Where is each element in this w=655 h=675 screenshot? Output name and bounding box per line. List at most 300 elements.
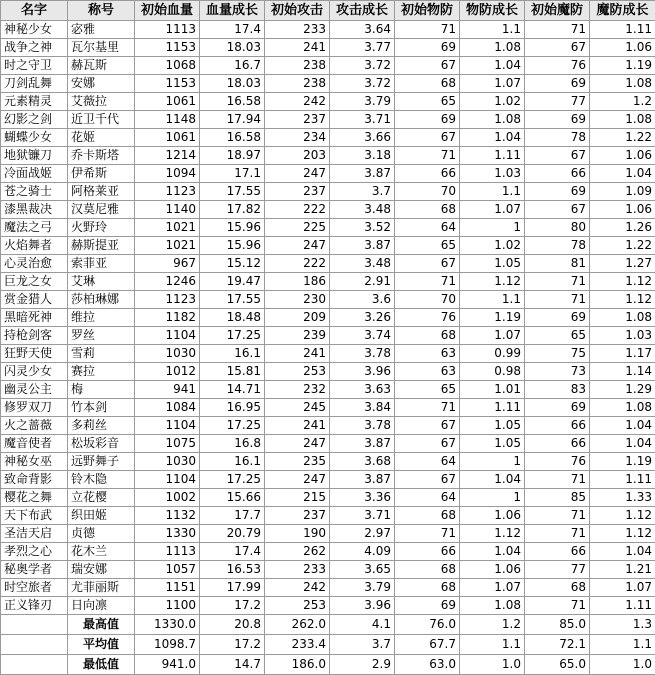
stat-cell[interactable]: 85 bbox=[525, 489, 590, 507]
stat-cell[interactable]: 1153 bbox=[135, 75, 200, 93]
stat-cell[interactable]: 77 bbox=[525, 561, 590, 579]
title-cell[interactable]: 持枪剑客 bbox=[1, 327, 68, 345]
stat-cell[interactable]: 1.29 bbox=[590, 381, 655, 399]
stat-cell[interactable]: 1.02 bbox=[460, 237, 525, 255]
stat-cell[interactable]: 242 bbox=[265, 579, 330, 597]
table-row[interactable] bbox=[1, 237, 655, 255]
stat-cell[interactable]: 1.06 bbox=[460, 507, 525, 525]
hero-name-cell[interactable]: 竹本剑 bbox=[68, 399, 135, 417]
stat-cell[interactable]: 1246 bbox=[135, 273, 200, 291]
stat-cell[interactable]: 17.25 bbox=[200, 327, 265, 345]
table-row[interactable] bbox=[1, 327, 655, 345]
stat-cell[interactable]: 68 bbox=[395, 327, 460, 345]
stat-cell[interactable]: 67 bbox=[395, 417, 460, 435]
summary-value[interactable]: 233.4 bbox=[265, 635, 330, 655]
stat-cell[interactable]: 67 bbox=[525, 147, 590, 165]
stat-cell[interactable]: 71 bbox=[395, 21, 460, 39]
hero-name-cell[interactable]: 尤菲丽斯 bbox=[68, 579, 135, 597]
stat-cell[interactable]: 17.4 bbox=[200, 543, 265, 561]
stat-cell[interactable]: 67 bbox=[395, 255, 460, 273]
summary-value[interactable]: 1.1 bbox=[460, 635, 525, 655]
stat-cell[interactable]: 1.04 bbox=[460, 57, 525, 75]
summary-value[interactable]: 1330.0 bbox=[135, 615, 200, 635]
stat-cell[interactable]: 1100 bbox=[135, 597, 200, 615]
stat-cell[interactable]: 17.7 bbox=[200, 507, 265, 525]
table-row[interactable] bbox=[1, 39, 655, 57]
stat-cell[interactable]: 66 bbox=[525, 165, 590, 183]
hero-name-cell[interactable]: 莎柏琳娜 bbox=[68, 291, 135, 309]
stat-cell[interactable]: 967 bbox=[135, 255, 200, 273]
stat-cell[interactable]: 1104 bbox=[135, 417, 200, 435]
empty-cell[interactable] bbox=[1, 615, 68, 635]
hero-name-cell[interactable]: 花姬 bbox=[68, 129, 135, 147]
summary-value[interactable]: 1.3 bbox=[590, 615, 655, 635]
stat-cell[interactable]: 69 bbox=[525, 399, 590, 417]
title-cell[interactable]: 蝴蝶少女 bbox=[1, 129, 68, 147]
stat-cell[interactable]: 1330 bbox=[135, 525, 200, 543]
stat-cell[interactable]: 68 bbox=[395, 561, 460, 579]
title-cell[interactable]: 孝烈之心 bbox=[1, 543, 68, 561]
stat-cell[interactable]: 1.12 bbox=[590, 525, 655, 543]
stat-cell[interactable]: 253 bbox=[265, 597, 330, 615]
summary-row[interactable] bbox=[1, 635, 655, 655]
hero-name-cell[interactable]: 赫斯提亚 bbox=[68, 237, 135, 255]
stat-cell[interactable]: 71 bbox=[525, 597, 590, 615]
title-cell[interactable]: 致命背影 bbox=[1, 471, 68, 489]
stat-cell[interactable]: 209 bbox=[265, 309, 330, 327]
stat-cell[interactable]: 1075 bbox=[135, 435, 200, 453]
stat-cell[interactable]: 71 bbox=[525, 525, 590, 543]
stat-cell[interactable]: 1.11 bbox=[460, 399, 525, 417]
stat-cell[interactable]: 1.08 bbox=[590, 309, 655, 327]
stat-cell[interactable]: 1084 bbox=[135, 399, 200, 417]
stat-cell[interactable]: 15.96 bbox=[200, 219, 265, 237]
stat-cell[interactable]: 1.12 bbox=[590, 507, 655, 525]
stat-cell[interactable]: 16.7 bbox=[200, 57, 265, 75]
stat-cell[interactable]: 241 bbox=[265, 345, 330, 363]
title-cell[interactable]: 狂野天使 bbox=[1, 345, 68, 363]
stat-cell[interactable]: 1.01 bbox=[460, 381, 525, 399]
column-header[interactable]: 初始魔防 bbox=[525, 1, 590, 21]
table-row[interactable] bbox=[1, 291, 655, 309]
stat-cell[interactable]: 1.08 bbox=[460, 111, 525, 129]
summary-value[interactable]: 67.7 bbox=[395, 635, 460, 655]
hero-name-cell[interactable]: 瓦尔基里 bbox=[68, 39, 135, 57]
stat-cell[interactable]: 15.66 bbox=[200, 489, 265, 507]
stat-cell[interactable]: 65 bbox=[395, 381, 460, 399]
stat-cell[interactable]: 17.82 bbox=[200, 201, 265, 219]
empty-cell[interactable] bbox=[1, 635, 68, 655]
summary-label[interactable]: 最高值 bbox=[68, 615, 135, 635]
table-row[interactable] bbox=[1, 75, 655, 93]
stat-cell[interactable]: 71 bbox=[525, 471, 590, 489]
hero-name-cell[interactable]: 赛拉 bbox=[68, 363, 135, 381]
summary-label[interactable]: 平均值 bbox=[68, 635, 135, 655]
stat-cell[interactable]: 69 bbox=[395, 39, 460, 57]
table-row[interactable] bbox=[1, 579, 655, 597]
hero-name-cell[interactable]: 艾琳 bbox=[68, 273, 135, 291]
stat-cell[interactable]: 15.12 bbox=[200, 255, 265, 273]
stat-cell[interactable]: 232 bbox=[265, 381, 330, 399]
stat-cell[interactable]: 241 bbox=[265, 39, 330, 57]
stat-cell[interactable]: 1113 bbox=[135, 543, 200, 561]
summary-row[interactable] bbox=[1, 615, 655, 635]
stat-cell[interactable]: 83 bbox=[525, 381, 590, 399]
stat-cell[interactable]: 1.04 bbox=[590, 543, 655, 561]
hero-name-cell[interactable]: 雪莉 bbox=[68, 345, 135, 363]
stat-cell[interactable]: 1.07 bbox=[460, 327, 525, 345]
stat-cell[interactable]: 242 bbox=[265, 93, 330, 111]
stat-cell[interactable]: 237 bbox=[265, 507, 330, 525]
column-header[interactable]: 物防成长 bbox=[460, 1, 525, 21]
stat-cell[interactable]: 63 bbox=[395, 345, 460, 363]
stat-cell[interactable]: 1104 bbox=[135, 471, 200, 489]
title-cell[interactable]: 赏金猎人 bbox=[1, 291, 68, 309]
stat-cell[interactable]: 3.84 bbox=[330, 399, 395, 417]
stat-cell[interactable]: 237 bbox=[265, 183, 330, 201]
summary-value[interactable]: 20.8 bbox=[200, 615, 265, 635]
stat-cell[interactable]: 1182 bbox=[135, 309, 200, 327]
stat-cell[interactable]: 238 bbox=[265, 57, 330, 75]
stat-cell[interactable]: 73 bbox=[525, 363, 590, 381]
title-cell[interactable]: 火之蔷薇 bbox=[1, 417, 68, 435]
hero-name-cell[interactable]: 瑞安娜 bbox=[68, 561, 135, 579]
stat-cell[interactable]: 75 bbox=[525, 345, 590, 363]
stat-cell[interactable]: 15.96 bbox=[200, 237, 265, 255]
table-row[interactable] bbox=[1, 93, 655, 111]
stat-cell[interactable]: 66 bbox=[525, 417, 590, 435]
stat-cell[interactable]: 65 bbox=[525, 327, 590, 345]
stat-cell[interactable]: 1.04 bbox=[460, 543, 525, 561]
hero-name-cell[interactable]: 艾薇拉 bbox=[68, 93, 135, 111]
stat-cell[interactable]: 3.78 bbox=[330, 417, 395, 435]
stat-cell[interactable]: 4.09 bbox=[330, 543, 395, 561]
column-header[interactable]: 初始攻击 bbox=[265, 1, 330, 21]
stat-cell[interactable]: 1.17 bbox=[590, 345, 655, 363]
stat-cell[interactable]: 1.19 bbox=[590, 57, 655, 75]
table-row[interactable] bbox=[1, 543, 655, 561]
stat-cell[interactable]: 1.04 bbox=[590, 417, 655, 435]
stat-cell[interactable]: 1012 bbox=[135, 363, 200, 381]
stat-cell[interactable]: 1.12 bbox=[590, 273, 655, 291]
summary-value[interactable]: 1.2 bbox=[460, 615, 525, 635]
stat-cell[interactable]: 65 bbox=[395, 93, 460, 111]
stat-cell[interactable]: 1151 bbox=[135, 579, 200, 597]
stat-cell[interactable]: 17.55 bbox=[200, 183, 265, 201]
title-cell[interactable]: 幻影之剑 bbox=[1, 111, 68, 129]
stat-cell[interactable]: 71 bbox=[395, 273, 460, 291]
stat-cell[interactable]: 71 bbox=[395, 147, 460, 165]
table-row[interactable] bbox=[1, 399, 655, 417]
hero-name-cell[interactable]: 火野玲 bbox=[68, 219, 135, 237]
hero-name-cell[interactable]: 伊希斯 bbox=[68, 165, 135, 183]
stat-cell[interactable]: 80 bbox=[525, 219, 590, 237]
stat-cell[interactable]: 66 bbox=[525, 543, 590, 561]
stat-cell[interactable]: 3.74 bbox=[330, 327, 395, 345]
stat-cell[interactable]: 1.27 bbox=[590, 255, 655, 273]
stat-cell[interactable]: 1.33 bbox=[590, 489, 655, 507]
stat-cell[interactable]: 247 bbox=[265, 471, 330, 489]
stat-cell[interactable]: 71 bbox=[525, 21, 590, 39]
stat-cell[interactable]: 17.94 bbox=[200, 111, 265, 129]
stat-cell[interactable]: 1.07 bbox=[460, 75, 525, 93]
title-cell[interactable]: 时之守卫 bbox=[1, 57, 68, 75]
table-row[interactable] bbox=[1, 111, 655, 129]
stat-cell[interactable]: 70 bbox=[395, 291, 460, 309]
stat-cell[interactable]: 1.22 bbox=[590, 129, 655, 147]
stat-cell[interactable]: 3.79 bbox=[330, 93, 395, 111]
summary-row[interactable] bbox=[1, 655, 655, 675]
hero-name-cell[interactable]: 花木兰 bbox=[68, 543, 135, 561]
stat-cell[interactable]: 203 bbox=[265, 147, 330, 165]
hero-name-cell[interactable]: 赫瓦斯 bbox=[68, 57, 135, 75]
summary-value[interactable]: 941.0 bbox=[135, 655, 200, 675]
hero-name-cell[interactable]: 宓雅 bbox=[68, 21, 135, 39]
title-cell[interactable]: 樱花之舞 bbox=[1, 489, 68, 507]
stat-cell[interactable]: 1.19 bbox=[460, 309, 525, 327]
summary-value[interactable]: 1.1 bbox=[590, 635, 655, 655]
summary-value[interactable]: 65.0 bbox=[525, 655, 590, 675]
stat-cell[interactable]: 3.78 bbox=[330, 345, 395, 363]
stat-cell[interactable]: 262 bbox=[265, 543, 330, 561]
stat-cell[interactable]: 1.11 bbox=[590, 471, 655, 489]
stat-cell[interactable]: 1057 bbox=[135, 561, 200, 579]
title-cell[interactable]: 幽灵公主 bbox=[1, 381, 68, 399]
title-cell[interactable]: 巨龙之女 bbox=[1, 273, 68, 291]
title-cell[interactable]: 冷面战姬 bbox=[1, 165, 68, 183]
stat-cell[interactable]: 3.72 bbox=[330, 75, 395, 93]
stat-cell[interactable]: 69 bbox=[525, 111, 590, 129]
stat-cell[interactable]: 17.4 bbox=[200, 21, 265, 39]
stat-cell[interactable]: 1.04 bbox=[460, 129, 525, 147]
stat-cell[interactable]: 77 bbox=[525, 93, 590, 111]
stat-cell[interactable]: 16.58 bbox=[200, 129, 265, 147]
stat-cell[interactable]: 69 bbox=[525, 75, 590, 93]
title-cell[interactable]: 魔音使者 bbox=[1, 435, 68, 453]
stat-cell[interactable]: 17.25 bbox=[200, 471, 265, 489]
hero-name-cell[interactable]: 松坂彩音 bbox=[68, 435, 135, 453]
stat-cell[interactable]: 1.03 bbox=[590, 327, 655, 345]
column-header[interactable]: 初始物防 bbox=[395, 1, 460, 21]
stat-cell[interactable]: 3.63 bbox=[330, 381, 395, 399]
stat-cell[interactable]: 3.79 bbox=[330, 579, 395, 597]
summary-value[interactable]: 1098.7 bbox=[135, 635, 200, 655]
hero-name-cell[interactable]: 乔卡斯塔 bbox=[68, 147, 135, 165]
stat-cell[interactable]: 1.06 bbox=[460, 561, 525, 579]
stat-cell[interactable]: 3.72 bbox=[330, 57, 395, 75]
stat-cell[interactable]: 70 bbox=[395, 183, 460, 201]
summary-value[interactable]: 186.0 bbox=[265, 655, 330, 675]
stat-cell[interactable]: 1123 bbox=[135, 183, 200, 201]
stat-cell[interactable]: 1.1 bbox=[460, 21, 525, 39]
stat-cell[interactable]: 1030 bbox=[135, 453, 200, 471]
stat-cell[interactable]: 1.26 bbox=[590, 219, 655, 237]
stat-cell[interactable]: 66 bbox=[395, 165, 460, 183]
title-cell[interactable]: 火焰舞者 bbox=[1, 237, 68, 255]
hero-name-cell[interactable]: 多莉丝 bbox=[68, 417, 135, 435]
stat-cell[interactable]: 3.96 bbox=[330, 597, 395, 615]
stat-cell[interactable]: 65 bbox=[395, 237, 460, 255]
stat-cell[interactable]: 234 bbox=[265, 129, 330, 147]
summary-value[interactable]: 63.0 bbox=[395, 655, 460, 675]
stat-cell[interactable]: 69 bbox=[395, 597, 460, 615]
stat-cell[interactable]: 19.47 bbox=[200, 273, 265, 291]
stat-cell[interactable]: 1.06 bbox=[590, 201, 655, 219]
stat-cell[interactable]: 1.11 bbox=[590, 21, 655, 39]
stat-cell[interactable]: 69 bbox=[395, 111, 460, 129]
stat-cell[interactable]: 1.12 bbox=[460, 273, 525, 291]
stat-cell[interactable]: 3.87 bbox=[330, 435, 395, 453]
stat-cell[interactable]: 1.05 bbox=[460, 255, 525, 273]
summary-value[interactable]: 3.7 bbox=[330, 635, 395, 655]
stat-cell[interactable]: 1061 bbox=[135, 129, 200, 147]
stat-cell[interactable]: 3.64 bbox=[330, 21, 395, 39]
summary-value[interactable]: 262.0 bbox=[265, 615, 330, 635]
stat-cell[interactable]: 1.07 bbox=[460, 579, 525, 597]
stat-cell[interactable]: 81 bbox=[525, 255, 590, 273]
stat-cell[interactable]: 18.97 bbox=[200, 147, 265, 165]
stat-cell[interactable]: 1.19 bbox=[590, 453, 655, 471]
stat-cell[interactable]: 2.97 bbox=[330, 525, 395, 543]
hero-name-cell[interactable]: 近卫千代 bbox=[68, 111, 135, 129]
stat-cell[interactable]: 17.99 bbox=[200, 579, 265, 597]
stat-cell[interactable]: 215 bbox=[265, 489, 330, 507]
stat-cell[interactable]: 66 bbox=[395, 543, 460, 561]
stat-cell[interactable]: 71 bbox=[525, 291, 590, 309]
title-cell[interactable]: 闪灵少女 bbox=[1, 363, 68, 381]
stat-cell[interactable]: 71 bbox=[395, 525, 460, 543]
stat-cell[interactable]: 1.08 bbox=[590, 111, 655, 129]
stat-cell[interactable]: 1 bbox=[460, 453, 525, 471]
table-row[interactable] bbox=[1, 525, 655, 543]
stat-cell[interactable]: 3.68 bbox=[330, 453, 395, 471]
stat-cell[interactable]: 1104 bbox=[135, 327, 200, 345]
stat-cell[interactable]: 16.53 bbox=[200, 561, 265, 579]
stat-cell[interactable]: 233 bbox=[265, 561, 330, 579]
stat-cell[interactable]: 18.03 bbox=[200, 75, 265, 93]
title-cell[interactable]: 苍之骑士 bbox=[1, 183, 68, 201]
table-row[interactable] bbox=[1, 471, 655, 489]
table-row[interactable] bbox=[1, 273, 655, 291]
stat-cell[interactable]: 16.58 bbox=[200, 93, 265, 111]
stat-cell[interactable]: 67 bbox=[395, 471, 460, 489]
table-row[interactable] bbox=[1, 129, 655, 147]
stat-cell[interactable]: 16.1 bbox=[200, 345, 265, 363]
stat-cell[interactable]: 1140 bbox=[135, 201, 200, 219]
stat-cell[interactable]: 68 bbox=[395, 507, 460, 525]
table-row[interactable] bbox=[1, 561, 655, 579]
stat-cell[interactable]: 1061 bbox=[135, 93, 200, 111]
stat-cell[interactable]: 17.2 bbox=[200, 597, 265, 615]
stat-cell[interactable]: 230 bbox=[265, 291, 330, 309]
stat-cell[interactable]: 3.87 bbox=[330, 471, 395, 489]
table-row[interactable] bbox=[1, 309, 655, 327]
stat-cell[interactable]: 1002 bbox=[135, 489, 200, 507]
stat-cell[interactable]: 64 bbox=[395, 489, 460, 507]
stat-cell[interactable]: 18.48 bbox=[200, 309, 265, 327]
title-cell[interactable]: 地狱镰刀 bbox=[1, 147, 68, 165]
title-cell[interactable]: 黑暗死神 bbox=[1, 309, 68, 327]
stat-cell[interactable]: 18.03 bbox=[200, 39, 265, 57]
column-header[interactable]: 初始血量 bbox=[135, 1, 200, 21]
column-header[interactable]: 血量成长 bbox=[200, 1, 265, 21]
stat-cell[interactable]: 17.25 bbox=[200, 417, 265, 435]
summary-value[interactable]: 85.0 bbox=[525, 615, 590, 635]
stat-cell[interactable]: 68 bbox=[395, 201, 460, 219]
table-row[interactable] bbox=[1, 345, 655, 363]
title-cell[interactable]: 战争之神 bbox=[1, 39, 68, 57]
stat-cell[interactable]: 1.08 bbox=[590, 75, 655, 93]
stat-cell[interactable]: 1.1 bbox=[460, 291, 525, 309]
stat-cell[interactable]: 67 bbox=[395, 435, 460, 453]
stat-cell[interactable]: 190 bbox=[265, 525, 330, 543]
stat-cell[interactable]: 3.6 bbox=[330, 291, 395, 309]
stat-cell[interactable]: 1.07 bbox=[460, 201, 525, 219]
column-header[interactable]: 称号 bbox=[68, 1, 135, 21]
stat-cell[interactable]: 1030 bbox=[135, 345, 200, 363]
table-row[interactable] bbox=[1, 165, 655, 183]
stat-cell[interactable]: 1132 bbox=[135, 507, 200, 525]
summary-value[interactable]: 1.0 bbox=[460, 655, 525, 675]
title-cell[interactable]: 天下布武 bbox=[1, 507, 68, 525]
stat-cell[interactable]: 76 bbox=[395, 309, 460, 327]
title-cell[interactable]: 魔法之弓 bbox=[1, 219, 68, 237]
table-row[interactable] bbox=[1, 489, 655, 507]
stat-cell[interactable]: 0.99 bbox=[460, 345, 525, 363]
table-row[interactable] bbox=[1, 363, 655, 381]
stat-cell[interactable]: 17.55 bbox=[200, 291, 265, 309]
hero-name-cell[interactable]: 日向凛 bbox=[68, 597, 135, 615]
title-cell[interactable]: 修罗双刀 bbox=[1, 399, 68, 417]
stat-cell[interactable]: 225 bbox=[265, 219, 330, 237]
stat-cell[interactable]: 1214 bbox=[135, 147, 200, 165]
stat-cell[interactable]: 1094 bbox=[135, 165, 200, 183]
stat-cell[interactable]: 76 bbox=[525, 57, 590, 75]
stat-cell[interactable]: 1.14 bbox=[590, 363, 655, 381]
stat-cell[interactable]: 1021 bbox=[135, 219, 200, 237]
title-cell[interactable]: 元素精灵 bbox=[1, 93, 68, 111]
stat-cell[interactable]: 233 bbox=[265, 21, 330, 39]
stat-cell[interactable]: 237 bbox=[265, 111, 330, 129]
stat-cell[interactable]: 3.96 bbox=[330, 363, 395, 381]
stat-cell[interactable]: 3.65 bbox=[330, 561, 395, 579]
stat-cell[interactable]: 17.1 bbox=[200, 165, 265, 183]
stat-cell[interactable]: 3.48 bbox=[330, 255, 395, 273]
stat-cell[interactable]: 222 bbox=[265, 201, 330, 219]
title-cell[interactable]: 正义锋刃 bbox=[1, 597, 68, 615]
title-cell[interactable]: 神秘少女 bbox=[1, 21, 68, 39]
stat-cell[interactable]: 67 bbox=[525, 39, 590, 57]
stat-cell[interactable]: 64 bbox=[395, 219, 460, 237]
table-row[interactable] bbox=[1, 147, 655, 165]
table-row[interactable] bbox=[1, 597, 655, 615]
stat-cell[interactable]: 186 bbox=[265, 273, 330, 291]
stat-cell[interactable]: 1123 bbox=[135, 291, 200, 309]
stat-cell[interactable]: 68 bbox=[395, 75, 460, 93]
stat-cell[interactable]: 16.8 bbox=[200, 435, 265, 453]
hero-name-cell[interactable]: 阿格莱亚 bbox=[68, 183, 135, 201]
stat-cell[interactable]: 1.22 bbox=[590, 237, 655, 255]
summary-value[interactable]: 2.9 bbox=[330, 655, 395, 675]
stat-cell[interactable]: 1.03 bbox=[460, 165, 525, 183]
stat-cell[interactable]: 3.66 bbox=[330, 129, 395, 147]
stat-cell[interactable]: 0.98 bbox=[460, 363, 525, 381]
stat-cell[interactable]: 239 bbox=[265, 327, 330, 345]
stat-cell[interactable]: 1153 bbox=[135, 39, 200, 57]
stat-cell[interactable]: 1.21 bbox=[590, 561, 655, 579]
table-row[interactable] bbox=[1, 255, 655, 273]
hero-name-cell[interactable]: 梅 bbox=[68, 381, 135, 399]
